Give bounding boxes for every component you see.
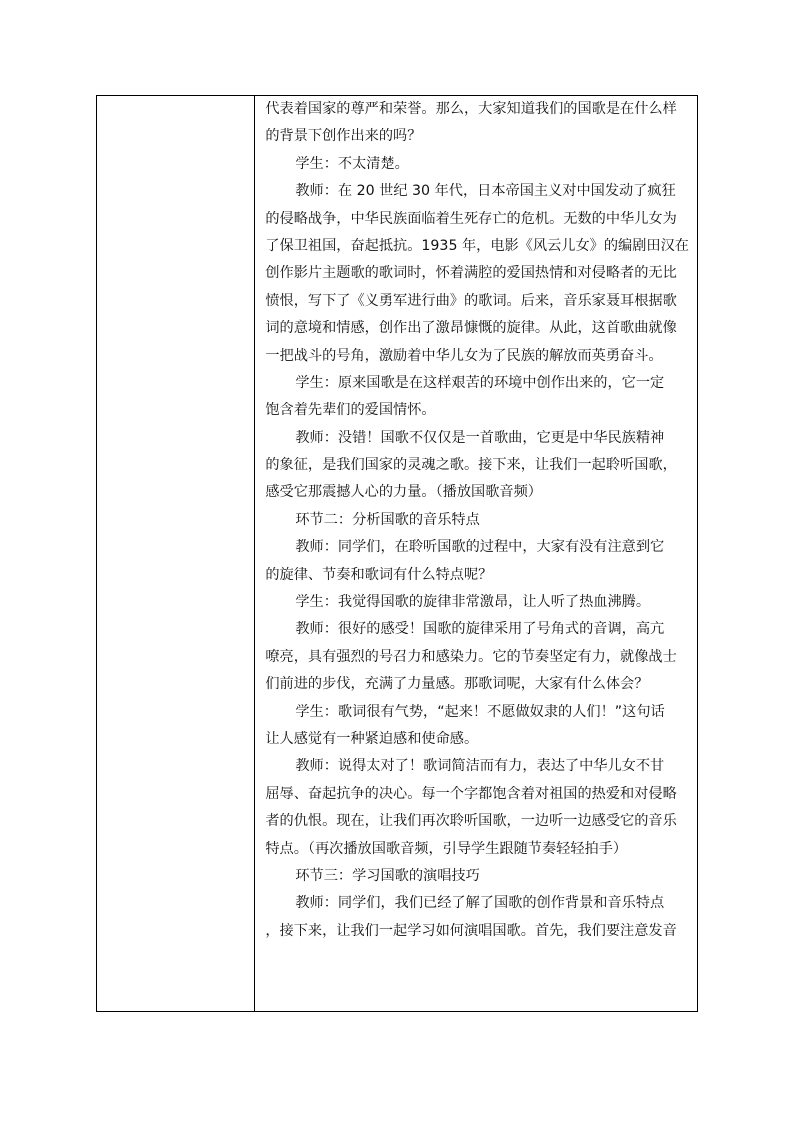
text-line: 感受它那震撼人心的力量。（播放国歌音频）	[265, 484, 542, 501]
text-line: 教师：很好的感受！国歌的旋律采用了号角式的音调，高亢	[295, 621, 665, 638]
text-line: 教师：在 20 世纪 30 年代，日本帝国主义对中国发动了疯狂	[295, 183, 676, 200]
text-line: 学生：原来国歌是在这样艰苦的环境中创作出来的，它一定	[295, 374, 665, 391]
table-left-cell	[97, 96, 255, 1011]
text-line: ，接下来，让我们一起学习如何演唱国歌。首先，我们要注意发音	[265, 922, 677, 939]
text-line: 让人感觉有一种紧迫感和使命感。	[265, 730, 479, 747]
text-line: 教师：同学们，在聆听国歌的过程中，大家有没有注意到它	[295, 539, 665, 556]
text-line: 教师：同学们，我们已经了解了国歌的创作背景和音乐特点	[295, 895, 665, 912]
text-line: 了保卫祖国，奋起抵抗。1935 年，电影《风云儿女》的编剧田汉在	[265, 237, 689, 254]
text-line: 屈辱、奋起抗争的决心。每一个字都饱含着对祖国的热爱和对侵略	[265, 785, 677, 802]
text-line: 环节三：学习国歌的演唱技巧	[295, 867, 480, 884]
text-line: 的背景下创作出来的吗？	[265, 128, 422, 145]
text-line: 学生：歌词很有气势，“起来！不愿做奴隶的人们！”这句话	[295, 703, 665, 720]
lesson-table	[96, 95, 698, 1012]
text-line: 们前进的步伐，充满了力量感。那歌词呢，大家有什么体会？	[265, 676, 649, 693]
text-line: 环节二：分析国歌的音乐特点	[295, 511, 480, 528]
text-line: 教师：没错！国歌不仅仅是一首歌曲，它更是中华民族精神	[295, 429, 665, 446]
text-line: 的旋律、节奏和歌词有什么特点呢？	[265, 566, 493, 583]
text-line: 特点。（再次播放国歌音频，引导学生跟随节奏轻轻拍手）	[265, 840, 628, 857]
text-line: 的侵略战争，中华民族面临着生死存亡的危机。无数的中华儿女为	[265, 210, 677, 227]
text-line: 学生：我觉得国歌的旋律非常激昂，让人听了热血沸腾。	[295, 594, 651, 611]
text-line: 一把战斗的号角，激励着中华儿女为了民族的解放而英勇奋斗。	[265, 347, 663, 364]
text-line: 嘹亮，具有强烈的号召力和感染力。它的节奏坚定有力，就像战士	[265, 648, 677, 665]
text-line: 教师：说得太对了！歌词简洁而有力，表达了中华儿女不甘	[295, 758, 665, 775]
text-line: 的象征，是我们国家的灵魂之歌。接下来，让我们一起聆听国歌，	[265, 457, 677, 474]
text-line: 愤恨，写下了《义勇军进行曲》的歌词。后来，音乐家聂耳根据歌	[265, 292, 677, 309]
text-line: 饱含着先辈们的爱国情怀。	[265, 402, 436, 419]
text-line: 创作影片主题歌的歌词时，怀着满腔的爱国热情和对侵略者的无比	[265, 265, 677, 282]
text-line: 词的意境和情感，创作出了激昂慷慨的旋律。从此，这首歌曲就像	[265, 320, 677, 337]
text-line: 者的仇恨。现在，让我们再次聆听国歌，一边听一边感受它的音乐	[265, 813, 677, 830]
table-content-cell	[255, 96, 697, 1011]
text-line: 学生：不太清楚。	[295, 155, 409, 172]
text-line: 代表着国家的尊严和荣誉。那么，大家知道我们的国歌是在什么样	[265, 101, 677, 117]
